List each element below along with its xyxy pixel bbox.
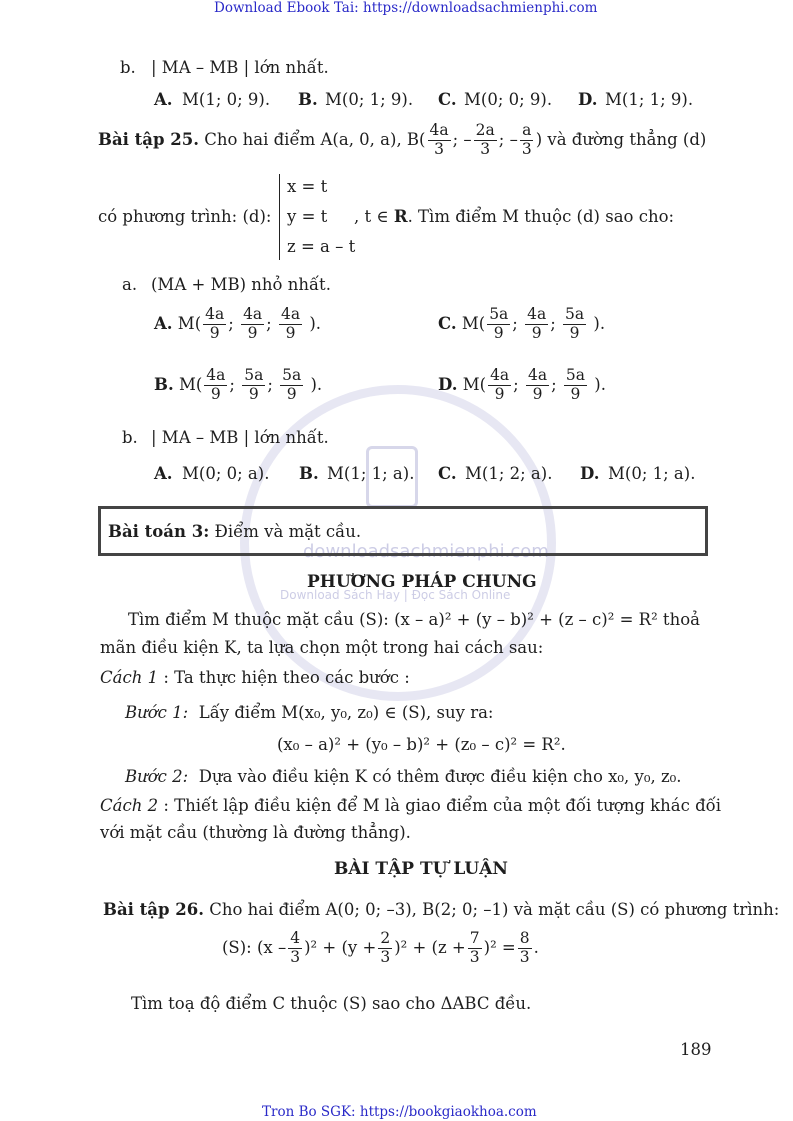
part-b-text: | MA – MB | lớn nhất. [151, 428, 329, 447]
p1-option-c: M(0; 0; 9). [464, 90, 553, 109]
exercise-26-statement: Bài tập 26. Cho hai điểm A(0; 0; –3), B(2; 0; –1) và mặt cầu (S) có phương trình: [103, 900, 780, 919]
p1-option-b: M(0; 1; 9). [325, 90, 414, 109]
exercise-25-line-pre: có phương trình: (d): [98, 207, 272, 226]
exercises-title: BÀI TẬP TỰ LUẬN [334, 859, 508, 879]
page-number: 189 [680, 1040, 712, 1059]
method-para-1: Tìm điểm M thuộc mặt cầu (S): (x – a)² + (y – b)² + (z – c)² = R² thoả [128, 610, 700, 629]
b-option-c: M(1; 2; a). [465, 464, 553, 483]
b-option-d-label: D. [580, 464, 600, 483]
option-d-row: D. M( $\frac{4a}{9}$ ; $\frac{4a}{9}$ ; $\frac{5a}{9}$ ). [438, 366, 606, 403]
method-para-2: mãn điều kiện K, ta lựa chọn một trong hai cách sau: [100, 638, 544, 657]
p1-option-c-label: C. [438, 90, 457, 109]
b-option-a: M(0; 0; a). [182, 464, 270, 483]
p1-option-d: M(1; 1; 9). [605, 90, 694, 109]
p1-option-b-label: B. [298, 90, 318, 109]
fraction: $\frac{a}{3}$ [521, 121, 532, 158]
p1-b-text: | MA – MB | lớn nhất. [151, 58, 329, 77]
sphere-equation: (S): (x – $\frac{4}{3}$ )² + (y + $\frac{2}{3}$ )² + (z + $\frac{7}{3}$ )² = $\frac{8}{3}$ . [222, 929, 539, 966]
b-option-d: M(0; 1; a). [608, 464, 696, 483]
method-way-2-cont: với mặt cầu (thường là đường thẳng). [100, 823, 411, 842]
system-eq-1: x = t [287, 177, 328, 196]
method-way-2: Cách 2 : Thiết lập điều kiện để M là giao điểm của một đối tượng khác đối [100, 796, 722, 815]
option-a-row: A. M( $\frac{4a}{9}$ ; $\frac{4a}{9}$ ; $\frac{4a}{9}$ ). [154, 305, 322, 342]
b-option-c-label: C. [438, 464, 457, 483]
option-c-row: C. M( $\frac{5a}{9}$ ; $\frac{4a}{9}$ ; $\frac{5a}{9}$ ). [438, 305, 606, 342]
exercise-26-task: Tìm toạ độ điểm C thuộc (S) sao cho ΔABC đều. [131, 994, 532, 1013]
b-option-b: M(1; 1; a). [327, 464, 415, 483]
part-b-label: b. [122, 428, 138, 447]
method-title: PHƯƠNG PHÁP CHUNG [307, 572, 537, 592]
system-eq-2: y = t [287, 207, 328, 226]
p1-option-a-label: A. [154, 90, 173, 109]
part-a-text: (MA + MB) nhỏ nhất. [151, 275, 331, 294]
watermark-line1: downloadsachmienphi.com [303, 541, 549, 562]
method-step-1: Bước 1: Lấy điểm M(x₀, y₀, z₀) ∈ (S), suy ra: [125, 703, 494, 722]
exercise-25-label: Bài tập 25. [98, 129, 199, 149]
p1-b-label: b. [120, 58, 136, 77]
watermark-line2: Download Sách Hay | Đọc Sách Online [280, 588, 511, 602]
section-heading: Bài toán 3: Điểm và mặt cầu. [108, 522, 362, 541]
fraction: $\frac{4a}{3}$ [429, 121, 449, 158]
fraction: $\frac{2a}{3}$ [475, 121, 495, 158]
system-eq-3: z = a – t [287, 237, 356, 256]
page-header: Download Ebook Tai: https://downloadsachmienphi.com [214, 0, 598, 16]
b-option-b-label: B. [299, 464, 319, 483]
option-b-row: B. M( $\frac{4a}{9}$ ; $\frac{5a}{9}$ ; $\frac{5a}{9}$ ). [154, 366, 323, 403]
p1-option-d-label: D. [578, 90, 598, 109]
exercise-25-statement: Bài tập 25. Cho hai điểm A(a, 0, a), B( $\frac{4a}{3}$ ; – $\frac{2a}{3}$ ; – $\frac{a}{3}$ ) và đường thẳng (d) [98, 121, 707, 158]
method-step-2: Bước 2: Dựa vào điều kiện K có thêm được điều kiện cho x₀, y₀, z₀. [125, 767, 682, 786]
exercise-25-line-post: , t ∈ R. Tìm điểm M thuộc (d) sao cho: [354, 207, 675, 226]
method-step-1-equation: (x₀ – a)² + (y₀ – b)² + (z₀ – c)² = R². [277, 735, 566, 754]
method-way-1: Cách 1 : Ta thực hiện theo các bước : [100, 668, 410, 687]
page-footer: Tron Bo SGK: https://bookgiaokhoa.com [262, 1104, 537, 1120]
p1-option-a: M(1; 0; 9). [182, 90, 271, 109]
b-option-a-label: A. [154, 464, 173, 483]
part-a-label: a. [122, 275, 138, 294]
